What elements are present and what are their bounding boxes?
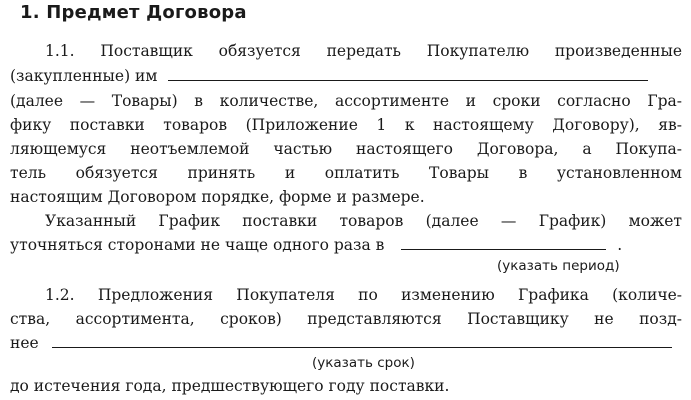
schedule-line-2: [10, 235, 622, 255]
schedule-line-1: Указанный График поставки товаров (далее — График) может: [45, 212, 682, 230]
clause-1-1-line-3: (далее — Товары) в количестве, ассортименте и сроки согласно Гра-: [10, 92, 682, 110]
deadline-hint: (указать срок): [312, 355, 415, 371]
clause-1-1-line-1: 1.1. Поставщик обязуется передать Покупателю произведенные: [45, 42, 682, 60]
clause-1-1-line-5: ляющемуся неотъемлемой частью настоящего Договора, а Покупа-: [10, 140, 682, 158]
schedule-line-2-text: уточняться сторонами не чаще одного раза в: [10, 236, 385, 254]
section-title: 1. Предмет Договора: [20, 2, 247, 23]
clause-1-1-line-6: тель обязуется принять и оплатить Товары в установленном: [10, 164, 682, 182]
deadline-blank-line[interactable]: [52, 333, 672, 348]
clause-1-1-line-2-text: (закупленные) им: [10, 67, 158, 85]
period-hint: (указать период): [497, 258, 620, 274]
period-blank-line[interactable]: [401, 235, 606, 250]
clause-1-2-line-1: 1.2. Предложения Покупателя по изменению Графика (количе-: [45, 286, 682, 304]
clause-1-2-line-3-text: нее: [10, 334, 39, 352]
goods-blank-line[interactable]: [168, 66, 648, 81]
clause-1-2-line-3: [10, 333, 672, 353]
clause-1-2-line-2: ства, ассортимента, сроков) представляются Поставщику не позд-: [10, 310, 682, 328]
clause-1-2-line-4: до истечения года, предшествующего году поставки.: [10, 377, 450, 395]
clause-1-1-line-7: настоящим Договором порядке, форме и размере.: [10, 188, 425, 206]
clause-1-1-line-4: фику поставки товаров (Приложение 1 к настоящему Договору), яв-: [10, 116, 682, 134]
clause-1-1-line-2: [10, 66, 648, 86]
schedule-line-2-period: .: [617, 236, 623, 254]
